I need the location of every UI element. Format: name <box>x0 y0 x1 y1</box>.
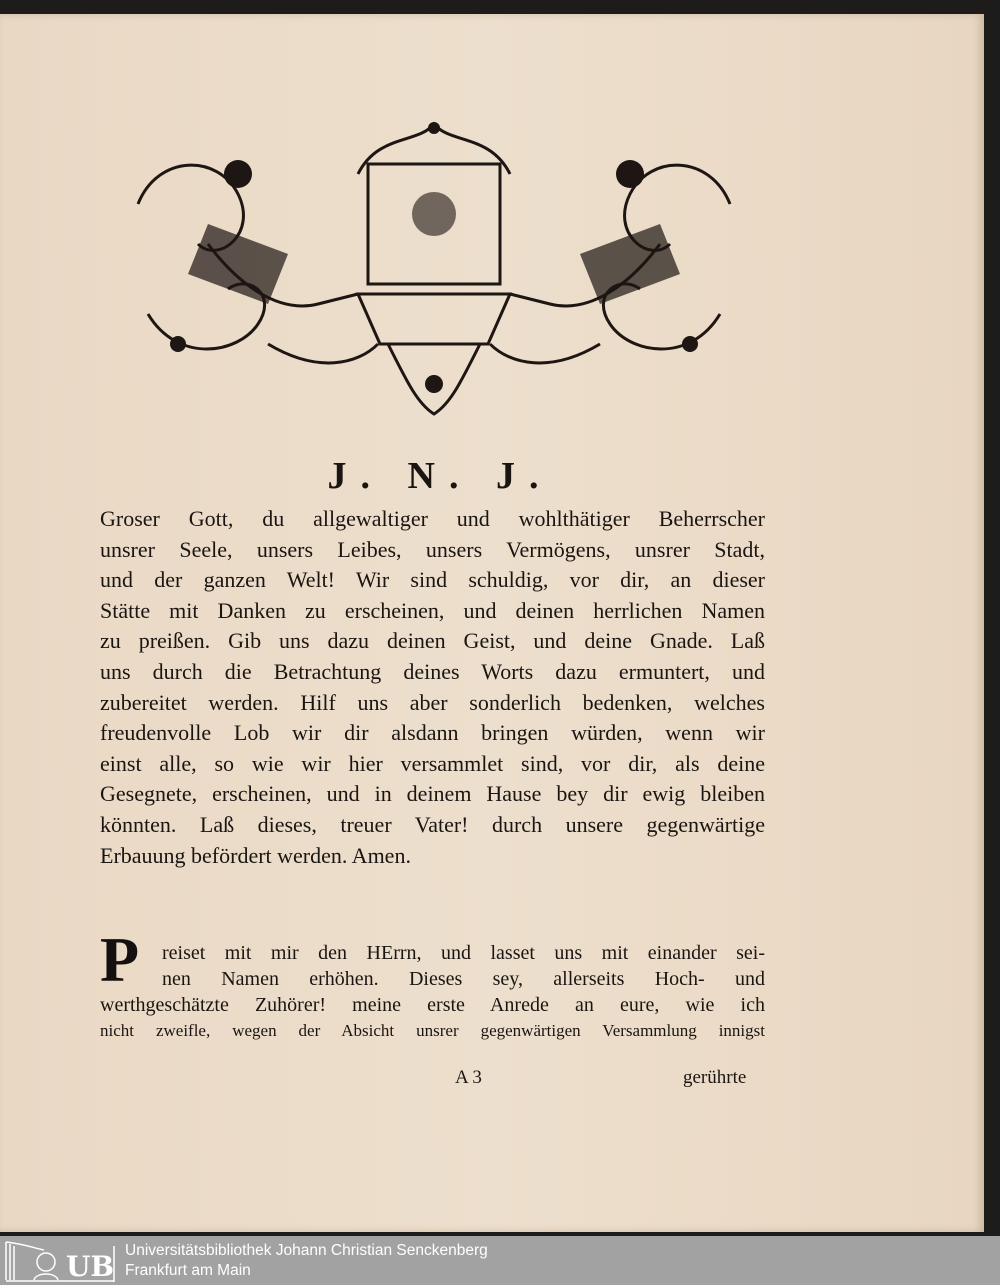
text-line: Gesegnete, erscheinen, und in deinem Hause bey dir ewig bleiben <box>100 781 765 807</box>
ub-library-logo <box>4 1240 116 1282</box>
text-line: Erbauung befördert werden. Amen. <box>100 842 411 868</box>
drop-cap: P <box>100 932 140 988</box>
text-line: uns durch die Betrachtung deines Worts dazu ermuntert, und <box>100 658 765 684</box>
page-heading: J. N. J. <box>327 455 553 497</box>
footer-library-city: Frankfurt am Main <box>125 1262 251 1279</box>
text-line: unsrer Seele, unsers Leibes, unsers Vermögens, unsrer Stadt, <box>100 536 765 562</box>
text-line: und der ganzen Welt! Wir sind schuldig, vor dir, an dieser <box>100 567 765 593</box>
text-line: nicht zweifle, wegen der Absicht unsrer gegenwärtigen Versammlung innigst <box>100 1021 765 1040</box>
text-line: reiset mit mir den HErrn, und lasset uns mit einander sei- <box>162 942 765 964</box>
text-line: Stätte mit Danken zu erscheinen, und deinen herrlichen Namen <box>100 597 765 623</box>
footer-library-name: Universitätsbibliothek Johann Christian Senckenberg <box>125 1242 488 1259</box>
signature-mark: A 3 <box>455 1067 482 1088</box>
opening-prayer <box>100 504 765 871</box>
text-line: Groser Gott, du allgewaltiger und wohlthätiger Beherrscher <box>100 506 765 531</box>
text-line: zubereitet werden. Hilf uns aber sonderlich bedenken, welches <box>100 689 765 715</box>
scanned-page <box>0 14 984 1232</box>
sermon-opening <box>100 940 765 1044</box>
svg-text:UB: UB <box>66 1250 115 1282</box>
text-line: zu preißen. Gib uns dazu deinen Geist, und deine Gnade. Laß <box>100 628 765 654</box>
text-line: nen Namen erhöhen. Dieses sey, allerseits Hoch- und <box>162 968 765 990</box>
catchword: gerührte <box>683 1067 747 1088</box>
text-line: einst alle, so wie wir hier versammlet sind, vor dir, als deine <box>100 750 765 776</box>
library-footer <box>0 1236 1000 1285</box>
text-line: freudenvolle Lob wir dir alsdann bringen würden, wenn wir <box>100 720 765 746</box>
baroque-headpiece-ornament <box>118 114 750 419</box>
text-line: werthgeschätzte Zuhörer! meine erste Anrede an eure, wie ich <box>100 994 765 1016</box>
text-line: könnten. Laß dieses, treuer Vater! durch unsere gegenwärtige <box>100 811 765 837</box>
